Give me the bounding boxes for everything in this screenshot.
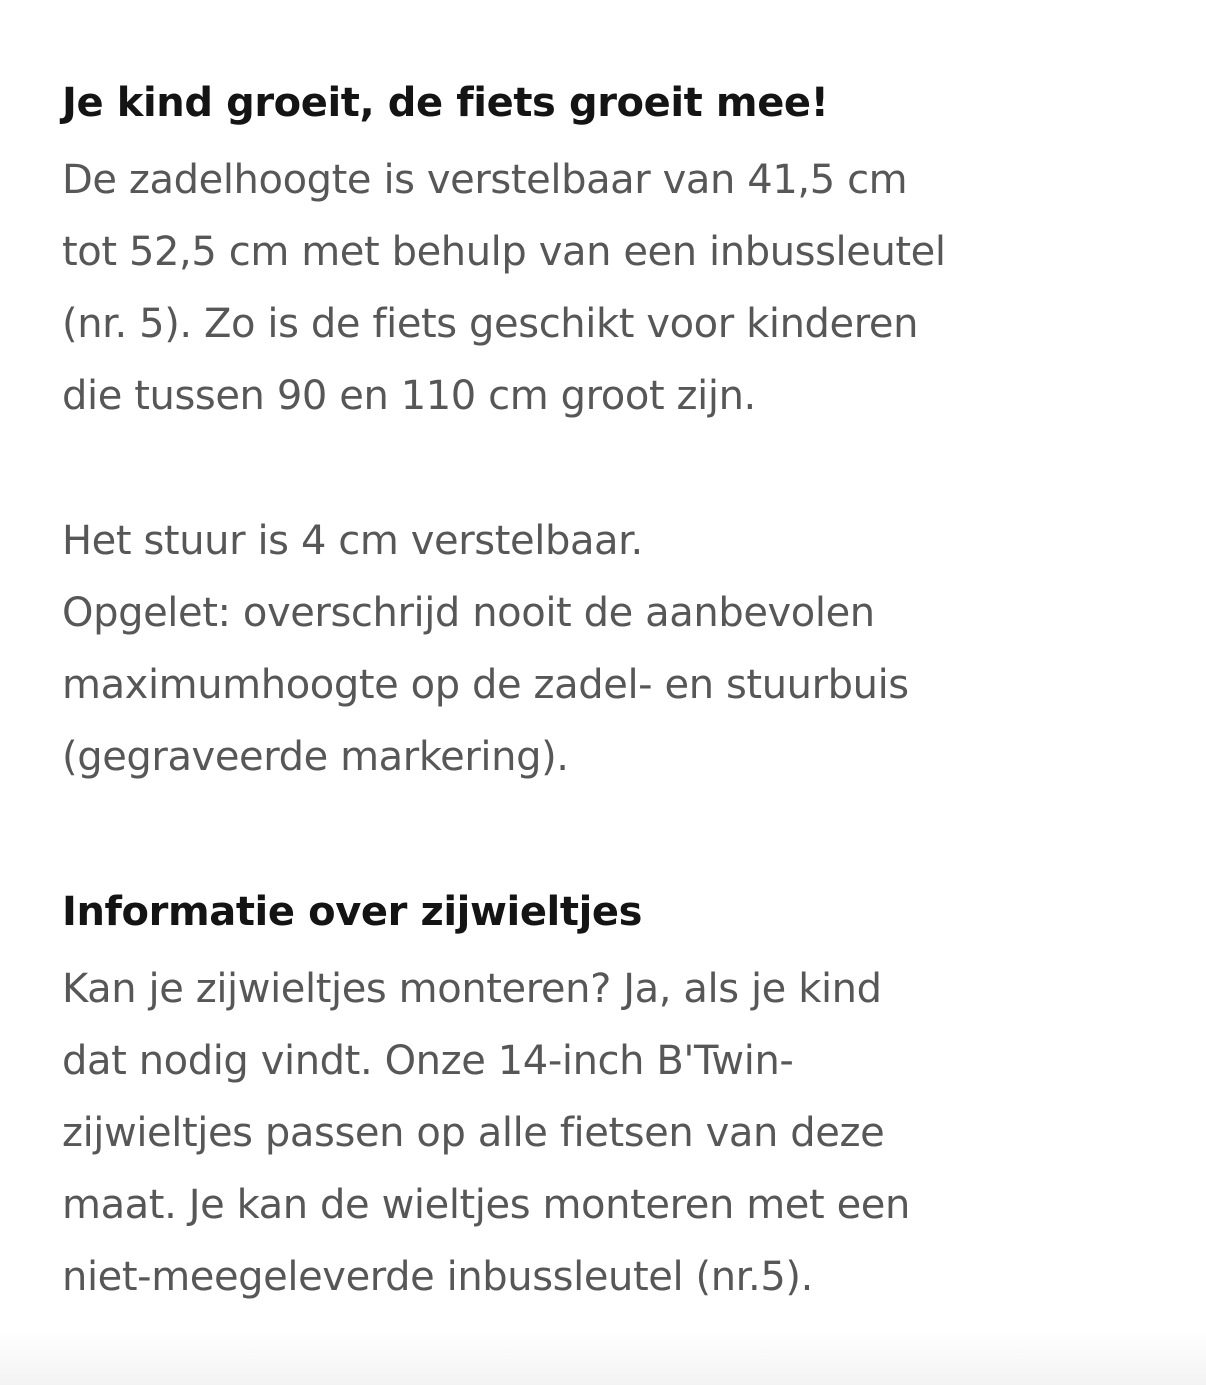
paragraph-saddle-height bbox=[62, 144, 1152, 432]
text-line: tot 52,5 cm met behulp van een inbussleutel bbox=[62, 229, 946, 275]
text-line: niet-meegeleverde inbussleutel (nr.5). bbox=[62, 1254, 813, 1300]
section-training-wheels bbox=[62, 883, 1152, 1313]
text-line: De zadelhoogte is verstelbaar van 41,5 cm bbox=[62, 157, 908, 203]
paragraph-training-wheels bbox=[62, 953, 1152, 1313]
text-line: dat nodig vindt. Onze 14-inch B'Twin- bbox=[62, 1038, 794, 1084]
text-line: zijwieltjes passen op alle fietsen van deze bbox=[62, 1110, 885, 1156]
product-description bbox=[62, 74, 1152, 1313]
text-line: (gegraveerde markering). bbox=[62, 734, 569, 780]
paragraph-handlebar bbox=[62, 505, 1152, 793]
text-line: Het stuur is 4 cm verstelbaar. bbox=[62, 518, 643, 564]
section-growing-bike bbox=[62, 74, 1152, 793]
text-line: maximumhoogte op de zadel- en stuurbuis bbox=[62, 662, 909, 708]
text-line: Kan je zijwieltjes monteren? Ja, als je kind bbox=[62, 966, 882, 1012]
bottom-fade-overlay bbox=[0, 1330, 1206, 1385]
text-line: maat. Je kan de wieltjes monteren met een bbox=[62, 1182, 910, 1228]
text-line: die tussen 90 en 110 cm groot zijn. bbox=[62, 373, 756, 419]
section-title-growing-bike: Je kind groeit, de fiets groeit mee! bbox=[62, 80, 829, 126]
section-title-training-wheels: Informatie over zijwieltjes bbox=[62, 889, 643, 935]
text-line: Opgelet: overschrijd nooit de aanbevolen bbox=[62, 590, 875, 636]
text-line: (nr. 5). Zo is de fiets geschikt voor kinderen bbox=[62, 301, 919, 347]
